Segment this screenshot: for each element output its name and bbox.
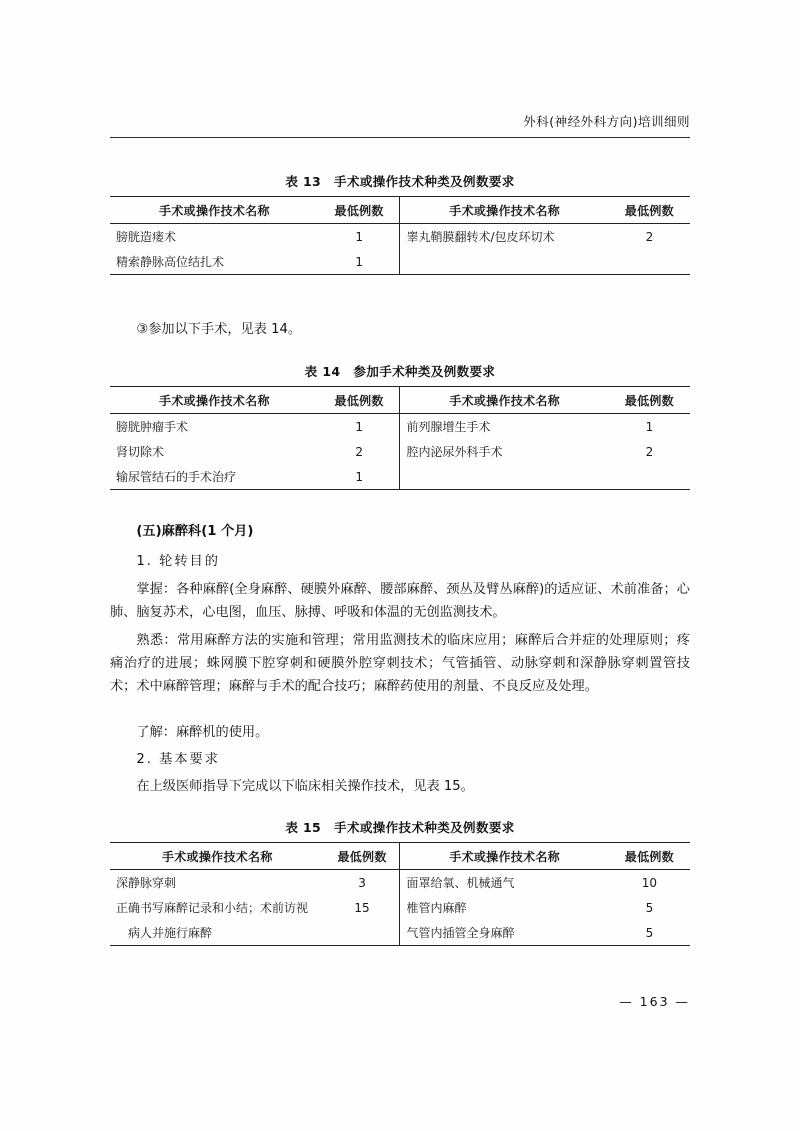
- header-rule: [110, 137, 690, 138]
- table-14-header-2: 手术或操作技术名称: [400, 387, 609, 414]
- cell: 病人并施行麻醉: [110, 920, 325, 946]
- cell: 1: [319, 249, 400, 275]
- cell: 深静脉穿刺: [110, 870, 325, 896]
- cell: 2: [355, 444, 363, 459]
- table-15-block: [110, 818, 690, 946]
- cell: 1: [609, 414, 690, 440]
- table-15-header-3: 最低例数: [609, 843, 690, 870]
- subheading-1: 1. 轮转目的: [136, 554, 220, 569]
- table-15: [110, 842, 690, 946]
- cell: 睾丸鞘膜翻转术/包皮环切术: [400, 224, 609, 250]
- cell: 5: [609, 920, 690, 946]
- cell: 输尿管结石的手术治疗: [110, 464, 319, 490]
- table-row: [110, 249, 690, 275]
- table-13-header-1: 最低例数: [319, 197, 400, 224]
- table-15-header-1: 最低例数: [325, 843, 400, 870]
- table-14-header-1: 最低例数: [319, 387, 400, 414]
- cell: [400, 464, 609, 490]
- cell: [609, 464, 690, 490]
- paragraph-master: 掌握：各种麻醉(全身麻醉、硬膜外麻醉、腰部麻醉、颈丛及臂丛麻醉)的适应证、术前准备；心肺、脑复苏术，心电图，血压、脉搏、呼吸和体温的无创监测技术。: [110, 582, 690, 621]
- paragraph-familiar: 熟悉：常用麻醉方法的实施和管理；常用监测技术的临床应用；麻醉后合并症的处理原则；疼痛治疗的进展；蛛网膜下腔穿刺和硬膜外腔穿刺技术；气管插管、动脉穿刺和深静脉穿刺置管技术；术中麻醉管理；麻醉与手术的配合技巧；麻醉药使用的剂量、不良反应及处理。: [110, 633, 690, 695]
- table-15-header-2: 手术或操作技术名称: [400, 843, 609, 870]
- cell: [325, 920, 400, 946]
- table-row: [110, 439, 690, 464]
- table-13-header-2: 手术或操作技术名称: [400, 197, 609, 224]
- page-number: — 163 —: [619, 994, 690, 1009]
- cell: 1: [319, 414, 400, 440]
- table-row: [110, 224, 690, 250]
- subheading-2: 2. 基本要求: [136, 752, 220, 767]
- table-13-header-0: 手术或操作技术名称: [110, 197, 319, 224]
- cell: [400, 249, 609, 275]
- cell: 2: [609, 224, 690, 250]
- paragraph-requirement: 在上级医师指导下完成以下临床相关操作技术，见表 15。: [136, 779, 474, 794]
- cell: 2: [645, 444, 654, 459]
- cell: 肾切除术: [116, 445, 165, 459]
- page-content: [110, 0, 690, 1131]
- cell: 正确书写麻醉记录和小结；术前访视: [116, 901, 309, 915]
- table-13-header-3: 最低例数: [609, 197, 690, 224]
- table-13-caption: 表 13 手术或操作技术种类及例数要求: [285, 174, 515, 189]
- cell: 气管内插管全身麻醉: [400, 920, 609, 946]
- paragraph-table14-lead: ③参加以下手术，见表 14。: [136, 322, 302, 337]
- table-15-caption: 表 15 手术或操作技术种类及例数要求: [285, 820, 515, 835]
- cell: 膀胱肿瘤手术: [110, 414, 319, 440]
- cell: 3: [325, 870, 400, 896]
- section-title: (五)麻醉科(1 个月): [136, 524, 254, 539]
- table-14-header-0: 手术或操作技术名称: [110, 387, 319, 414]
- table-14-block: [110, 362, 690, 490]
- table-13: [110, 196, 690, 275]
- cell: 前列腺增生手术: [400, 414, 609, 440]
- table-14-header-3: 最低例数: [609, 387, 690, 414]
- cell: [609, 249, 690, 275]
- table-13-block: [110, 172, 690, 275]
- table-row: [110, 920, 690, 946]
- table-row: [110, 895, 690, 920]
- table-row: [110, 414, 690, 440]
- cell: 1: [319, 464, 400, 490]
- table-15-header-0: 手术或操作技术名称: [110, 843, 325, 870]
- table-row: [110, 870, 690, 896]
- cell: 1: [319, 224, 400, 250]
- cell: 5: [645, 900, 654, 915]
- cell: 腔内泌尿外科手术: [400, 439, 609, 464]
- table-14-caption: 表 14 参加手术种类及例数要求: [304, 364, 496, 379]
- cell: 椎管内麻醉: [400, 895, 609, 920]
- cell: 15: [354, 900, 370, 915]
- cell: 精索静脉高位结扎术: [110, 249, 319, 275]
- running-header: 外科(神经外科方向)培训细则: [523, 114, 690, 129]
- paragraph-know: 了解：麻醉机的使用。: [136, 725, 269, 740]
- table-row: [110, 464, 690, 490]
- cell: 面罩给氧、机械通气: [400, 870, 609, 896]
- table-14: [110, 386, 690, 490]
- cell: 膀胱造瘘术: [110, 224, 319, 250]
- cell: 10: [609, 870, 690, 896]
